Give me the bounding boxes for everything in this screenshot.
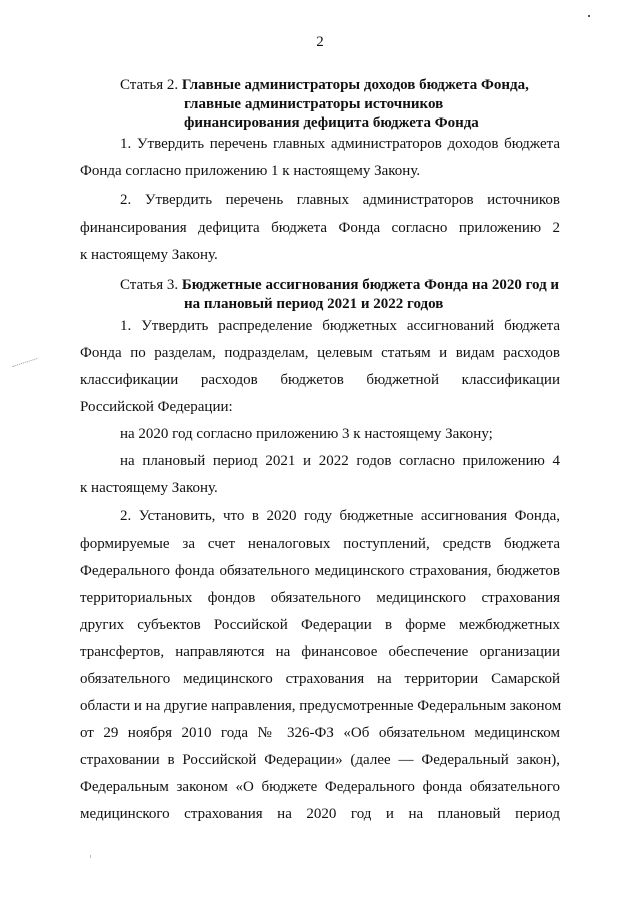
text-line: 2. Установить, что в 2020 году бюджетные ассигнования Фонда, (120, 508, 560, 524)
scan-speck-bottom (90, 855, 91, 858)
article-3-label: Статья 3. (120, 277, 179, 293)
text-line: к настоящему Закону. (80, 247, 218, 263)
text-line: Фонда по разделам, подразделам, целевым статьям и видам расходов (80, 345, 560, 361)
page-number: 2 (316, 34, 324, 50)
article-3-heading (120, 276, 580, 314)
text-line: 1. Утвердить перечень главных администраторов доходов бюджета (120, 136, 560, 152)
text-line: 1. Утвердить распределение бюджетных ассигнований бюджета (120, 318, 560, 334)
article-3-title-line: Бюджетные ассигнования бюджета Фонда на 2020 год и (181, 277, 560, 293)
text-line: Российской Федерации: (80, 399, 233, 415)
text-line: области и на другие направления, предусмотренные Федеральным законом (80, 698, 562, 714)
text-line: других субъектов Российской Федерации в форме межбюджетных (80, 617, 560, 633)
text-line: формируемые за счет неналоговых поступлений, средств бюджета (80, 536, 560, 552)
text-line: трансфертов, направляются на финансовое обеспечение организации (80, 644, 560, 660)
scan-mark (12, 358, 37, 368)
text-line: страховании в Российской Федерации» (далее — Федеральный закон), (80, 752, 560, 768)
text-line: на плановый период 2021 и 2022 годов согласно приложению 4 (120, 453, 560, 469)
article-3-title-line: на плановый период 2021 и 2022 годов (184, 296, 444, 312)
text-line: на 2020 год согласно приложению 3 к настоящему Закону; (120, 426, 493, 442)
text-line: обязательного медицинского страхования на территории Самарской (80, 671, 560, 687)
text-line: финансирования дефицита бюджета Фонда согласно приложению 2 (80, 220, 560, 236)
text-line: Федеральным законом «О бюджете Федерального фонда обязательного (80, 779, 560, 795)
article-2-label: Статья 2. (120, 77, 179, 93)
article-2-title-line: финансирования дефицита бюджета Фонда (184, 115, 479, 131)
scan-speck (588, 15, 590, 17)
article-2-title-line: Главные администраторы доходов бюджета Фонда, (181, 77, 529, 93)
text-line: территориальных фондов обязательного медицинского страхования (80, 590, 560, 606)
article-2-title-line: главные администраторы источников (184, 96, 444, 112)
text-line: Фонда согласно приложению 1 к настоящему Закону. (80, 163, 421, 179)
text-line: Федерального фонда обязательного медицинского страхования, бюджетов (80, 563, 560, 579)
article-2-heading (120, 76, 580, 133)
text-line: медицинского страхования на 2020 год и на плановый период (80, 806, 560, 822)
text-line: 2. Утвердить перечень главных администраторов источников (120, 192, 560, 208)
text-line: классификации расходов бюджетов бюджетной классификации (80, 372, 560, 388)
text-line: к настоящему Закону. (80, 480, 218, 496)
text-line: от 29 ноября 2010 года № 326-ФЗ «Об обязательном медицинском (80, 725, 560, 741)
